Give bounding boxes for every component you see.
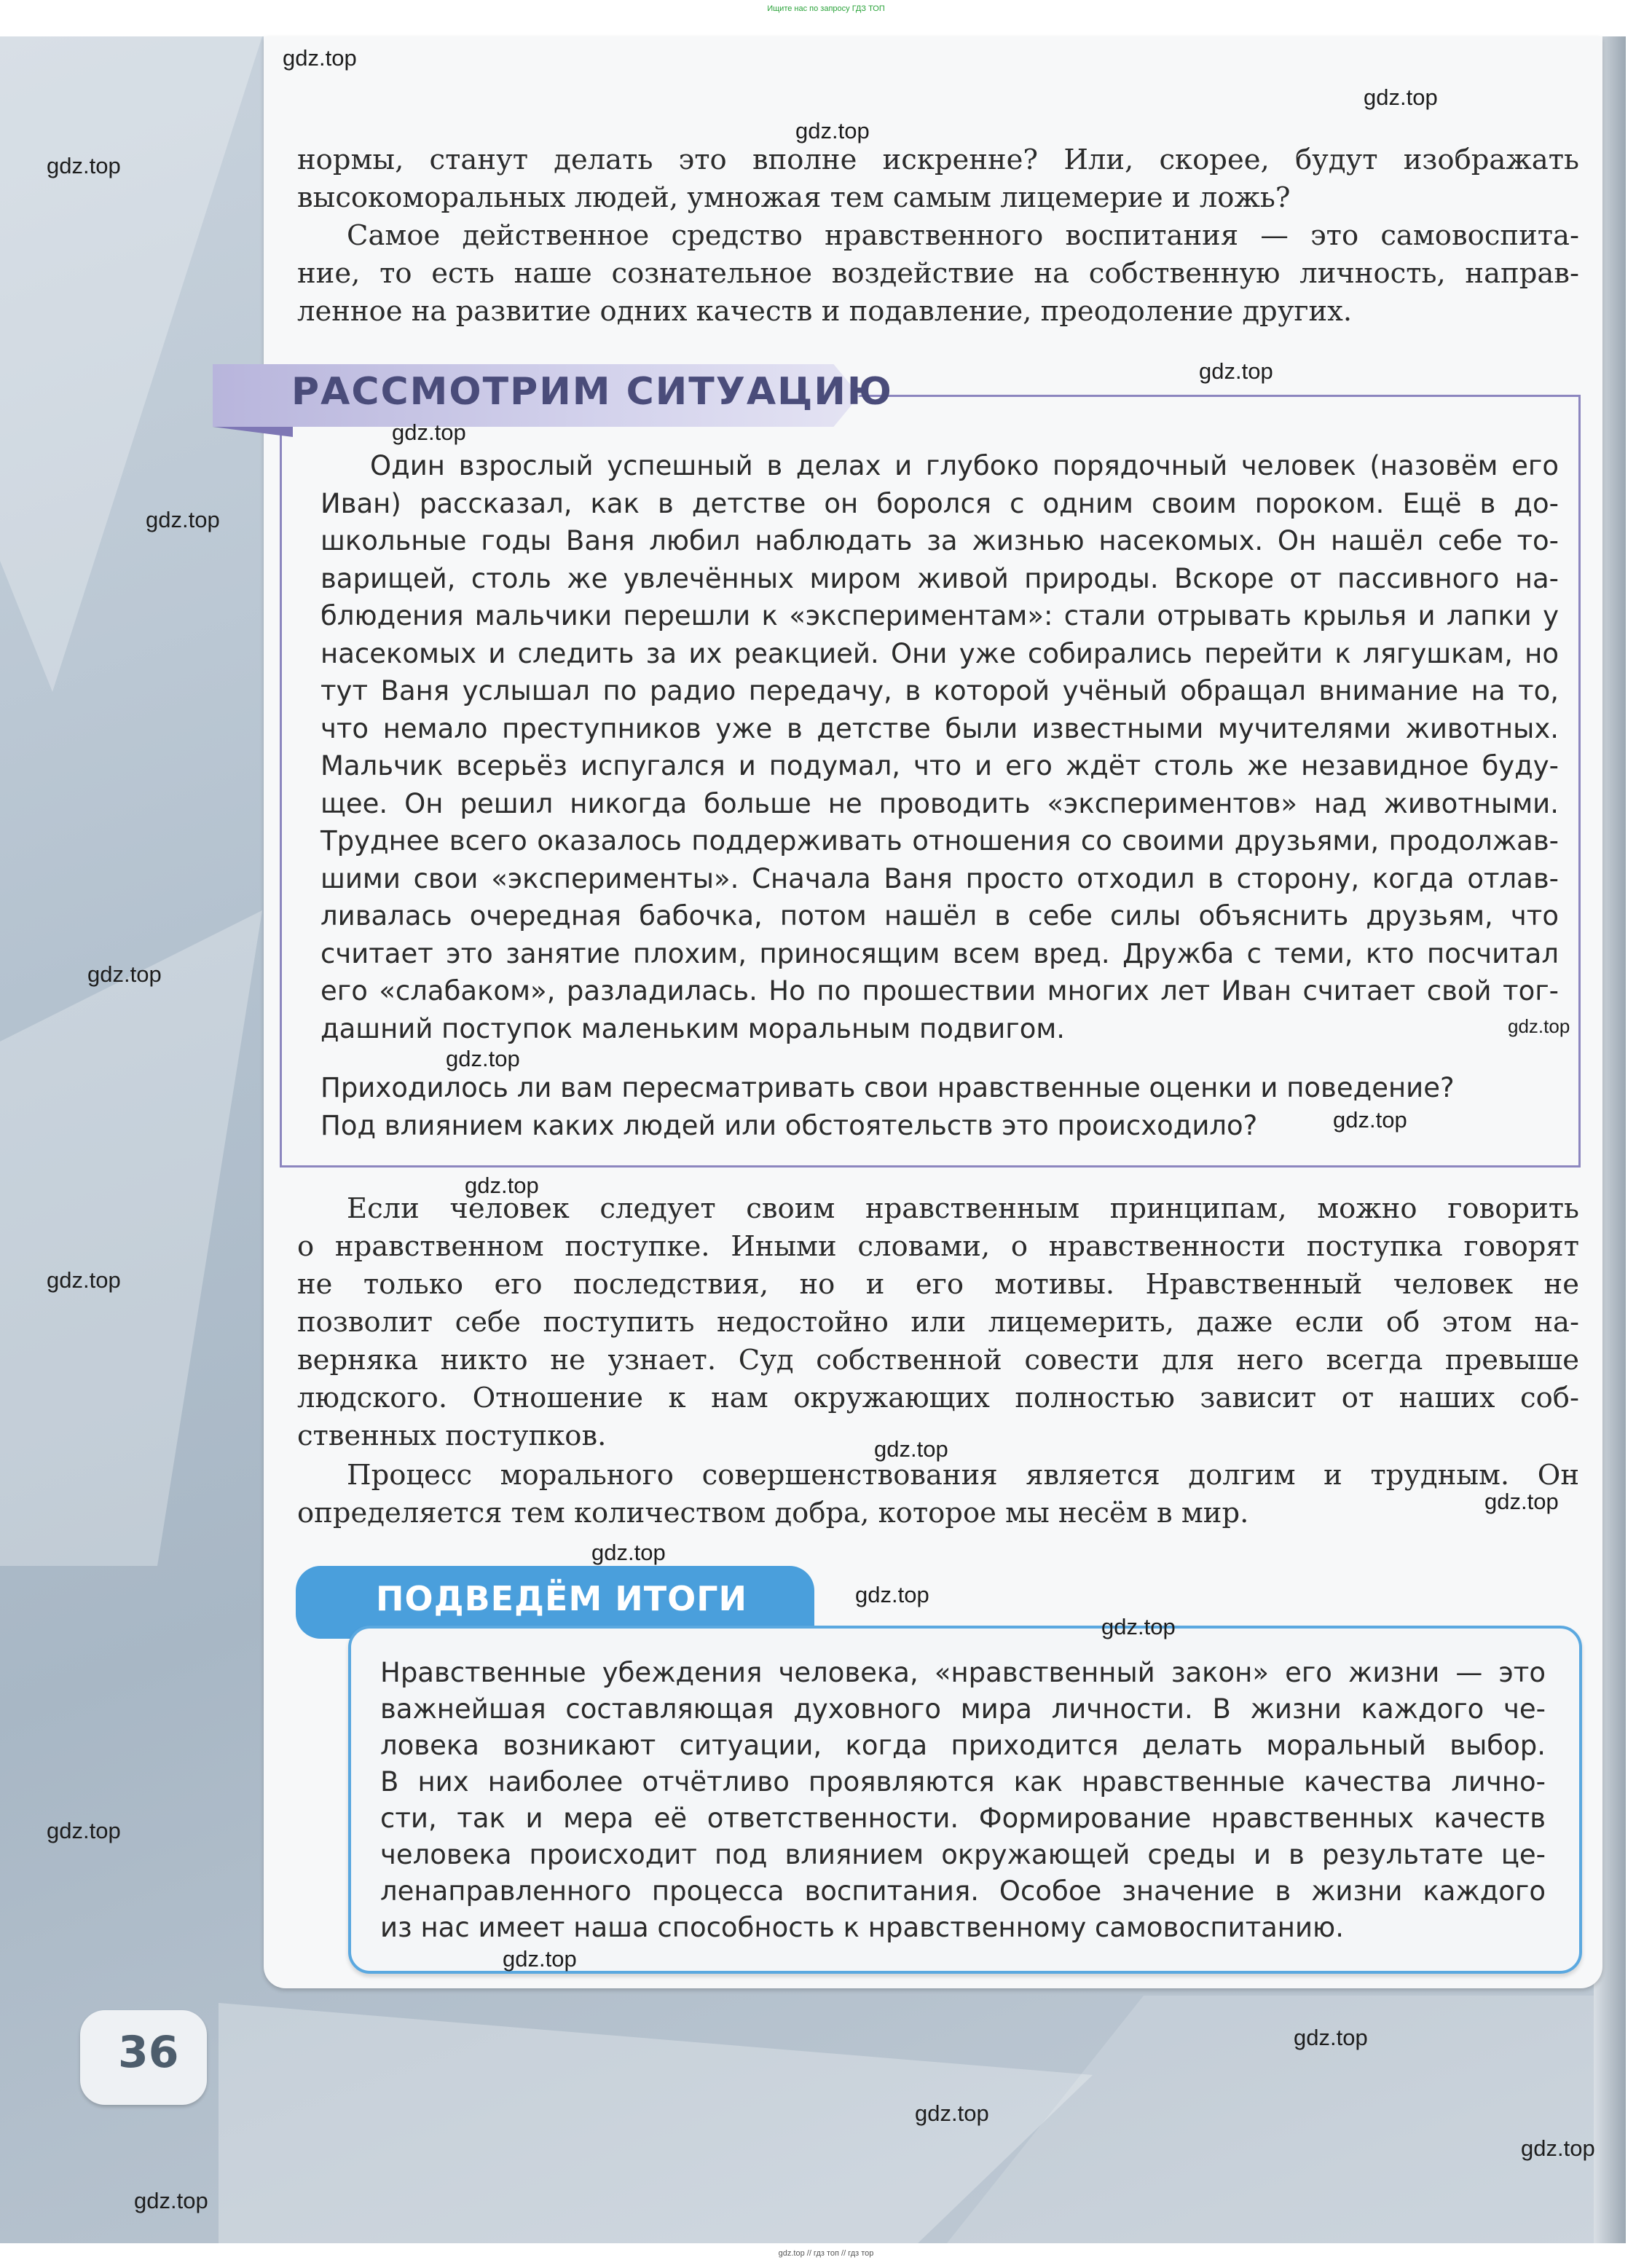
watermark: gdz.top	[1101, 1614, 1176, 1639]
text-line: Процесс морального совершенствования является долгим и трудным. Он	[347, 1459, 1579, 1492]
text-line: не только его последствия, но и его мотивы. Нравственный человек не	[297, 1268, 1579, 1301]
watermark: gdz.top	[1364, 84, 1438, 110]
text-line: шими свои «эксперименты». Сначала Ваня просто отходил в сторону, когда отлав-	[320, 862, 1559, 894]
text-line: Самое действенное средство нравственного воспитания — это самовоспита-	[347, 219, 1579, 252]
text-line: дашний поступок маленьким моральным подвигом.	[320, 1012, 1066, 1044]
watermark: gdz.top	[134, 2188, 208, 2213]
text-line: Иван) рассказал, как в детстве он боролся с одним своим пороком. Ещё в до-	[320, 487, 1559, 519]
text-line: Один взрослый успешный в делах и глубоко порядочный человек (назовём его	[370, 450, 1559, 481]
text-line: Мальчик всерьёз испугался и подумал, что и его ждёт столь же незавидное буду-	[320, 750, 1559, 781]
body-paragraph-2	[297, 1457, 1579, 1532]
text-line: людского. Отношение к нам окружающих полностью зависит от наших соб-	[297, 1382, 1579, 1414]
text-line: о нравственном поступке. Иными словами, о нравственности поступка говорят	[297, 1230, 1579, 1263]
watermark: gdz.top	[446, 1046, 520, 1071]
watermark: gdz.top	[87, 961, 162, 987]
watermark: gdz.top	[1333, 1107, 1407, 1133]
watermark: gdz.top	[146, 507, 220, 532]
text-line: человека происходит под влиянием окружающей среды и в результате це-	[380, 1839, 1546, 1870]
text-line: что немало преступников уже в детстве были известными мучителями животных.	[320, 712, 1559, 744]
watermark: gdz.top	[855, 1582, 929, 1607]
watermark: gdz.top	[795, 118, 870, 143]
watermark: gdz.top	[1521, 2135, 1595, 2161]
text-line: ловека возникают ситуации, когда приходится делать моральный выбор.	[380, 1730, 1546, 1761]
watermark: gdz.top	[47, 1818, 121, 1843]
text-line: щее. Он решил никогда больше не проводить «экспериментов» над животными.	[320, 787, 1559, 819]
text-line: его «слабаком», разладилась. Но по прошествии многих лет Иван считает свой тог-	[320, 975, 1559, 1007]
text-line: ственных поступков.	[297, 1420, 607, 1452]
watermark: gdz.top	[1508, 1015, 1570, 1037]
body-paragraph	[297, 1190, 1579, 1455]
text-line: из нас имеет наша способность к нравственному самовоспитанию.	[380, 1912, 1344, 1943]
summary-text	[380, 1655, 1546, 1946]
watermark: gdz.top	[47, 1267, 121, 1293]
text-line: Если человек следует своим нравственным принципам, можно говорить	[347, 1192, 1579, 1225]
page-number: 36	[118, 2027, 179, 2078]
text-line: ленаправленного процесса воспитания. Особое значение в жизни каждого	[380, 1875, 1546, 1907]
text-line: сти, так и мера её ответственности. Формирование нравственных качеств	[380, 1803, 1546, 1834]
watermark: gdz.top	[1484, 1489, 1559, 1514]
text-line: Приходилось ли вам пересматривать свои нравственные оценки и поведение?	[320, 1072, 1455, 1103]
text-line: варищей, столь же увлечённых миром живой природы. Вскоре от пассивного на-	[320, 562, 1559, 594]
text-line: ленное на развитие одних качеств и подавление, преодоление других.	[297, 295, 1353, 328]
watermark: gdz.top	[503, 1946, 577, 1972]
text-line: позволит себе поступить недостойно или лицемерить, даже если об этом на-	[297, 1306, 1579, 1339]
text-line: Труднее всего оказалось поддерживать отношения со своими друзьями, продолжав-	[320, 825, 1559, 857]
text-line: ние, то есть наше сознательное воздействие на собственную личность, направ-	[297, 257, 1579, 290]
text-line: насекомых и следить за их реакцией. Они уже собирались перейти к лягушкам, но	[320, 637, 1559, 669]
text-line: считает это занятие плохим, приносящим всем вред. Дружба с теми, кто посчитал	[320, 937, 1559, 969]
text-line: высокоморальных людей, умножая тем самым лицемерие и ложь?	[297, 181, 1291, 214]
watermark: gdz.top	[915, 2100, 989, 2126]
watermark: gdz.top	[591, 1540, 666, 1565]
situation-story	[320, 447, 1559, 1047]
watermark: gdz.top	[465, 1173, 539, 1198]
text-line: Под влиянием каких людей или обстоятельств это происходило?	[320, 1109, 1258, 1141]
watermark: gdz.top	[47, 153, 121, 178]
summary-title: ПОДВЕДЁМ ИТОГИ	[376, 1579, 748, 1618]
situation-title: РАССМОТРИМ СИТУАЦИЮ	[291, 370, 893, 414]
watermark: gdz.top	[1199, 358, 1273, 384]
watermark: gdz.top	[874, 1436, 948, 1462]
footer-hint: gdz.top // гдз топ // гдз тор	[778, 2249, 874, 2258]
text-line: тут Ваня услышал по радио передачу, в которой учёный обращал внимание на то,	[320, 675, 1559, 706]
text-line: блюдения мальчики перешли к «экспериментам»: стали отрывать крылья и лапки у	[320, 600, 1559, 631]
text-line: верняка никто не узнает. Суд собственной совести для него всегда превыше	[297, 1344, 1579, 1377]
text-line: нормы, станут делать это вполне искренне? Или, скорее, будут изображать	[297, 143, 1579, 176]
text-line: школьные годы Ваня любил наблюдать за жизнью насекомых. Он нашёл себе то-	[320, 525, 1559, 556]
watermark: gdz.top	[283, 45, 357, 71]
watermark: gdz.top	[1294, 2025, 1368, 2050]
text-line: ливалась очередная бабочка, потом нашёл в себе силы объяснить друзьям, что	[320, 900, 1559, 932]
text-line: В них наиболее отчётливо проявляются как нравственные качества лично-	[380, 1766, 1546, 1798]
text-line: Нравственные убеждения человека, «нравственный закон» его жизни — это	[380, 1657, 1546, 1688]
text-line: определяется тем количеством добра, которое мы несём в мир.	[297, 1497, 1249, 1529]
intro-paragraph	[297, 141, 1579, 331]
header-hint: Ищите нас по запросу ГДЗ ТОП	[767, 4, 885, 13]
watermark: gdz.top	[392, 420, 466, 445]
text-line: важнейшая составляющая духовного мира личности. В жизни каждого че-	[380, 1693, 1546, 1725]
